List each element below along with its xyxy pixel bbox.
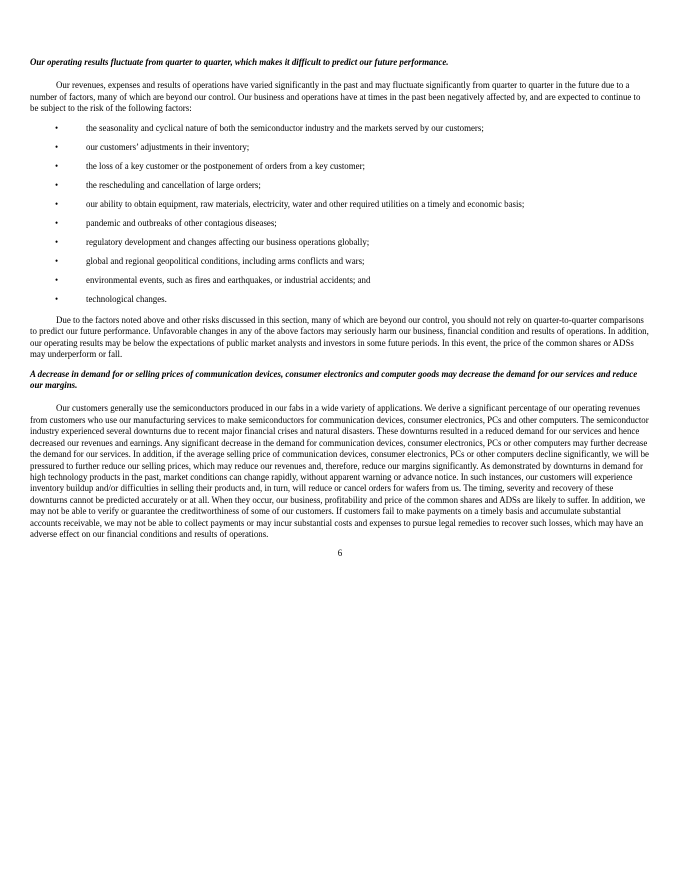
list-item	[30, 199, 650, 210]
risk-factor-list	[30, 123, 650, 305]
list-item	[30, 256, 650, 267]
bullet-icon: •	[55, 179, 59, 190]
list-item-text: regulatory development and changes affecting our business operations globally;	[86, 236, 370, 247]
bullet-icon: •	[55, 255, 59, 266]
list-item-text: our customers’ adjustments in their inventory;	[86, 141, 250, 152]
list-item-text: global and regional geopolitical conditions, including arms conflicts and wars;	[86, 255, 365, 266]
bullet-icon: •	[55, 160, 59, 171]
list-item	[30, 294, 650, 305]
bullet-icon: •	[55, 293, 59, 304]
section-heading-operating-results: Our operating results fluctuate from quarter to quarter, which makes it difficult to predict our future performance.	[30, 57, 449, 67]
list-item-text: the rescheduling and cancellation of large orders;	[86, 179, 261, 190]
bullet-icon: •	[55, 122, 59, 133]
list-item	[30, 218, 650, 229]
bullet-icon: •	[55, 217, 59, 228]
bullet-icon: •	[55, 236, 59, 247]
bullet-icon: •	[55, 198, 59, 209]
paragraph-fluctuation-closing: Due to the factors noted above and other risks discussed in this section, many of which are beyond our control, you should not rely on quarter-to-quarter comparisons to predict our future performance. Unfavorable changes in any of the above factors may seriously harm our business, financial condition and results of operations. In addition, our operating results may be below the expectations of public market analysts and investors in some future periods. In this event, the price of the common shares or ADSs may underperform or fall.	[30, 315, 649, 360]
bullet-icon: •	[55, 274, 59, 285]
list-item-text: our ability to obtain equipment, raw materials, electricity, water and other required utilities on a timely and economic basis;	[86, 198, 525, 209]
list-item-text: pandemic and outbreaks of other contagious diseases;	[86, 217, 277, 228]
list-item-text: technological changes.	[86, 293, 167, 304]
bullet-icon: •	[55, 141, 59, 152]
list-item-text: the loss of a key customer or the postponement of orders from a key customer;	[86, 160, 365, 171]
list-item	[30, 237, 650, 248]
list-item	[30, 275, 650, 286]
paragraph-fluctuation-intro: Our revenues, expenses and results of operations have varied significantly in the past and may fluctuate significantly from quarter to quarter in the future due to a number of factors, many of which are beyond our control. Our business and operations have at times in the past been negatively affected by, and are expected to continue to be subject to the risk of the following factors:	[30, 80, 641, 114]
list-item	[30, 142, 650, 153]
list-item	[30, 180, 650, 191]
paragraph-demand-body: Our customers generally use the semiconductors produced in our fabs in a wide variety of applications. We derive a significant percentage of our operating revenues from customers who use our manufacturing services to make semiconductors for communication devices, consumer electronics, PCs and other computers. The semiconductor industry experienced several downturns due to recent major financial crises and natural disasters. These downturns resulted in a reduced demand for our services and hence decreased our revenues and earnings. Any significant decrease in the demand for communication devices, consumer electronics, PCs or other computers may further decrease the demand for our services. In addition, if the average selling price of communication devices, consumer electronics, PCs or other computers decline significantly, we will be pressured to further reduce our selling prices, which may reduce our revenues and, therefore, reduce our margins significantly. As demonstrated by downturns in demand for high technology products in the past, market conditions can change rapidly, without apparent warning or advance notice. In such instances, our customers will experience inventory buildup and/or difficulties in selling their products and, in turn, will reduce or cancel orders for wafers from us. The timing, severity and recovery of these downturns cannot be predicted accurately or at all. When they occur, our business, profitability and price of the common shares and ADSs are likely to suffer. In addition, we may not be able to verify or guarantee the creditworthiness of some of our customers. If customers fail to make payments on a timely basis and accumulate substantial accounts receivable, we may not be able to collect payments or may incur substantial costs and expenses to pursue legal remedies to recover such losses, which may have an adverse effect on our financial conditions and results of operations.	[30, 403, 649, 539]
list-item	[30, 123, 650, 134]
list-item	[30, 161, 650, 172]
list-item-text: the seasonality and cyclical nature of both the semiconductor industry and the markets served by our customers;	[86, 122, 484, 133]
document-page	[30, 57, 650, 560]
list-item-text: environmental events, such as fires and earthquakes, or industrial accidents; and	[86, 274, 371, 285]
page-number: 6	[337, 548, 343, 559]
section-heading-demand-decrease: A decrease in demand for or selling prices of communication devices, consumer electronics and computer goods may decrease the demand for our services and reduce our margins.	[30, 368, 638, 391]
